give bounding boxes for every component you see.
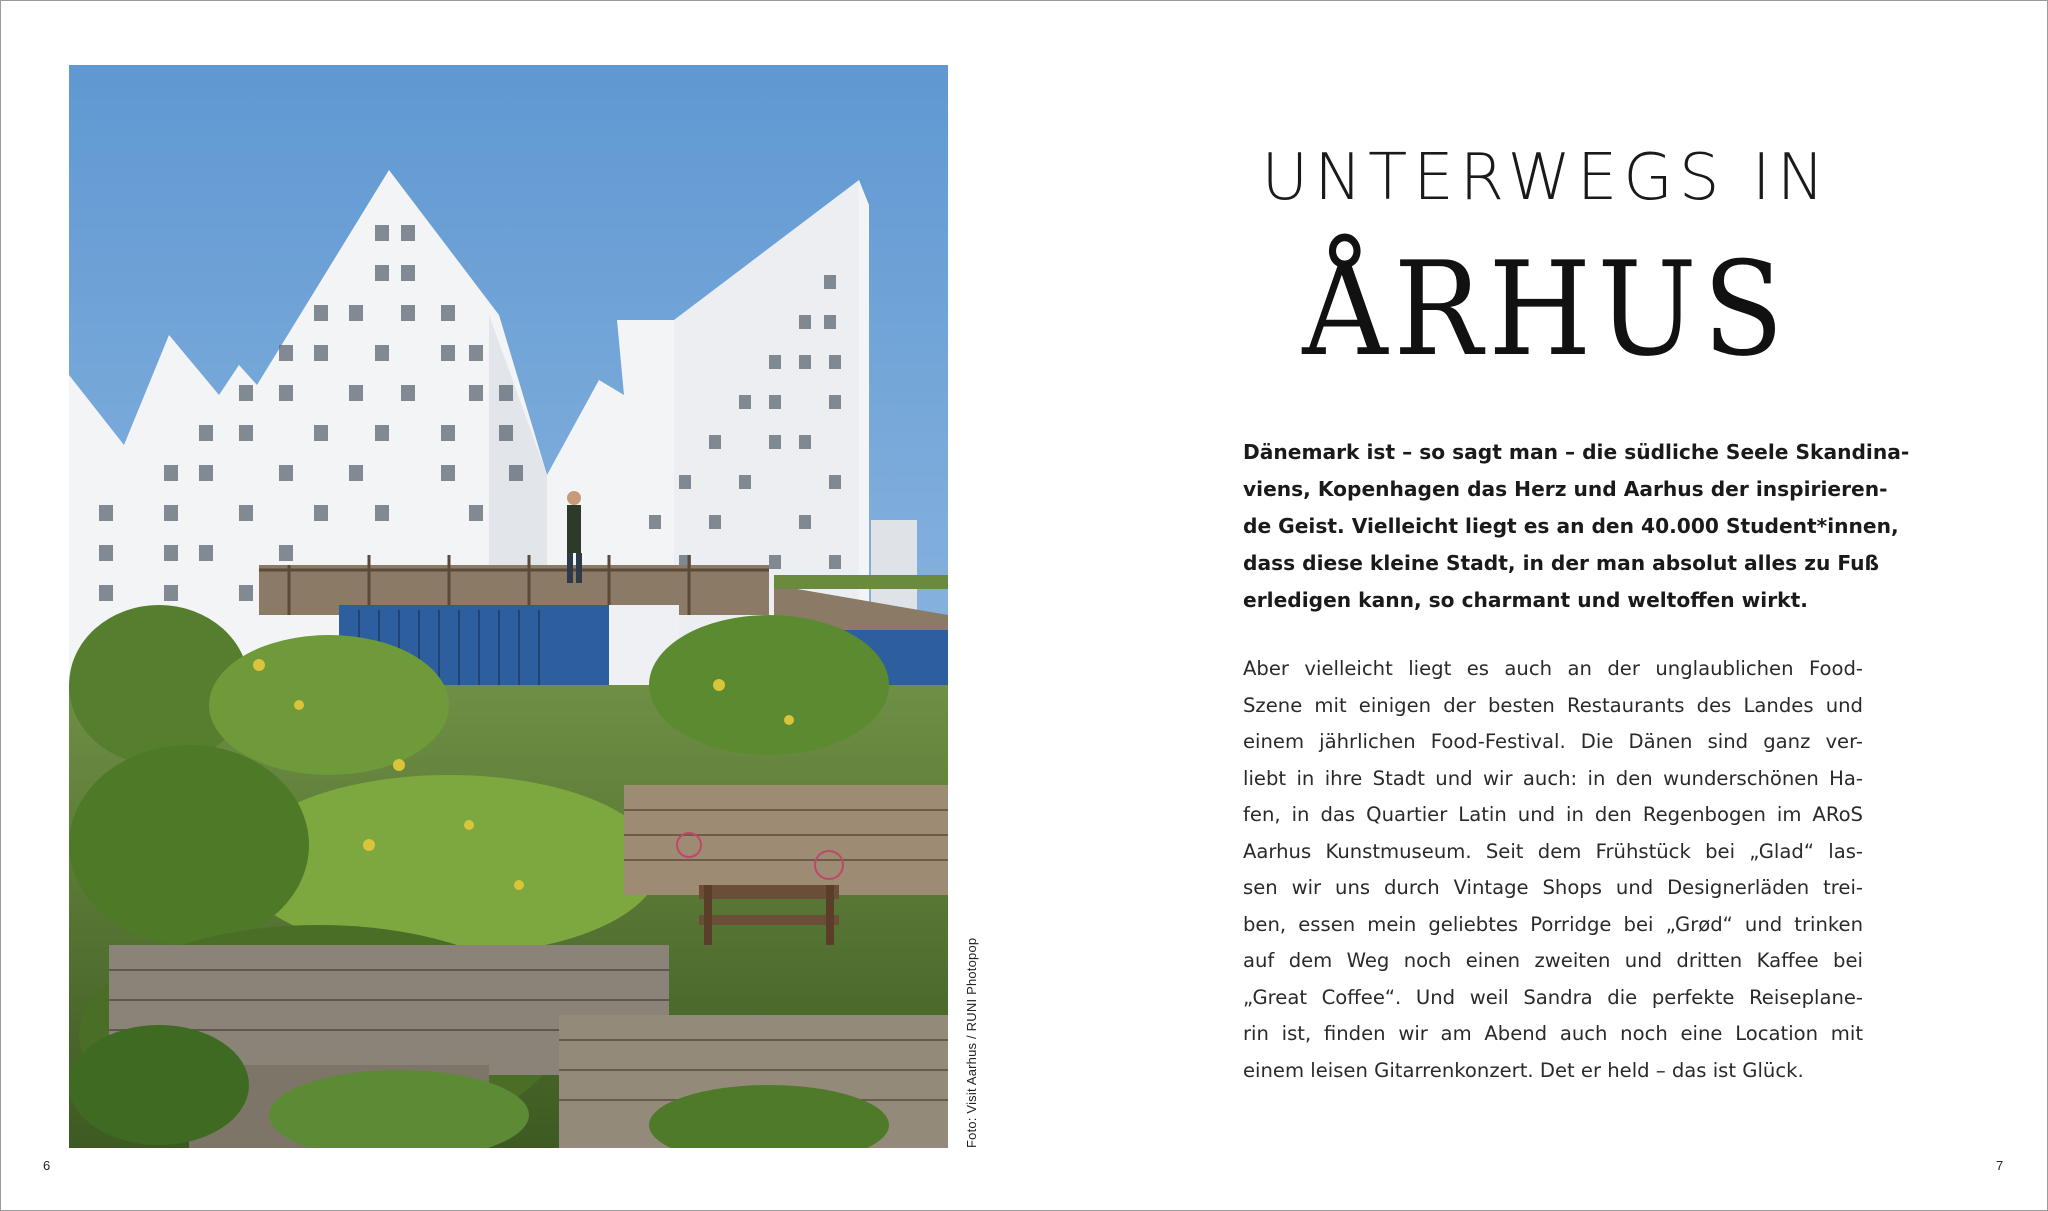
page-number-left: 6 (43, 1158, 51, 1173)
body-line: liebt in ihre Stadt und wir auch: in den wunderschönen Ha- (1243, 766, 1863, 790)
lead-paragraph (1243, 434, 1910, 619)
body-line: ben, essen mein geliebtes Porridge bei „Grød“ und trinken (1243, 912, 1863, 936)
body-line: Szene mit einigen der besten Restaurants des Landes und (1243, 693, 1863, 717)
photo-credit: Foto: Visit Aarhus / RUNI Photopop (964, 937, 979, 1148)
lead-line: erledigen kann, so charmant und weltoffen wirkt. (1243, 588, 1808, 612)
title-kicker: UNTERWEGS IN (1261, 141, 1831, 215)
body-line: sen wir uns durch Vintage Shops und Designerläden trei- (1243, 876, 1863, 899)
body-line: einem jährlichen Food-Festival. Die Dänen sind ganz ver- (1243, 730, 1863, 753)
page-title: ÅRHUS (1302, 233, 1790, 385)
body-line: rin ist, finden wir am Abend auch noch eine Location mit (1243, 1022, 1863, 1045)
body-line: Aarhus Kunstmuseum. Seit dem Frühstück bei „Glad“ las- (1243, 839, 1863, 863)
body-line: auf dem Weg noch einen zweiten und dritten Kaffee bei (1243, 949, 1863, 972)
rooftop-garden-photo (69, 65, 948, 1148)
body-line: „Great Coffee“. Und weil Sandra die perfekte Reiseplane- (1243, 985, 1863, 1009)
lead-line: de Geist. Vielleicht liegt es an den 40.000 Student*innen, (1243, 514, 1899, 538)
body-line: fen, in das Quartier Latin und in den Regenbogen im ARoS (1243, 803, 1863, 826)
lead-line: dass diese kleine Stadt, in der man absolut alles zu Fuß (1243, 551, 1880, 575)
page-number-right: 7 (1996, 1158, 2004, 1173)
body-line: Aber vielleicht liegt es auch an der unglaublichen Food- (1243, 657, 1863, 680)
body-paragraph (1243, 651, 1863, 1089)
lead-line: viens, Kopenhagen das Herz und Aarhus der inspirieren- (1243, 477, 1888, 501)
lead-line: Dänemark ist – so sagt man – die südliche Seele Skandina- (1243, 440, 1910, 464)
body-line: einem leisen Gitarrenkonzert. Det er held – das ist Glück. (1243, 1058, 1804, 1082)
